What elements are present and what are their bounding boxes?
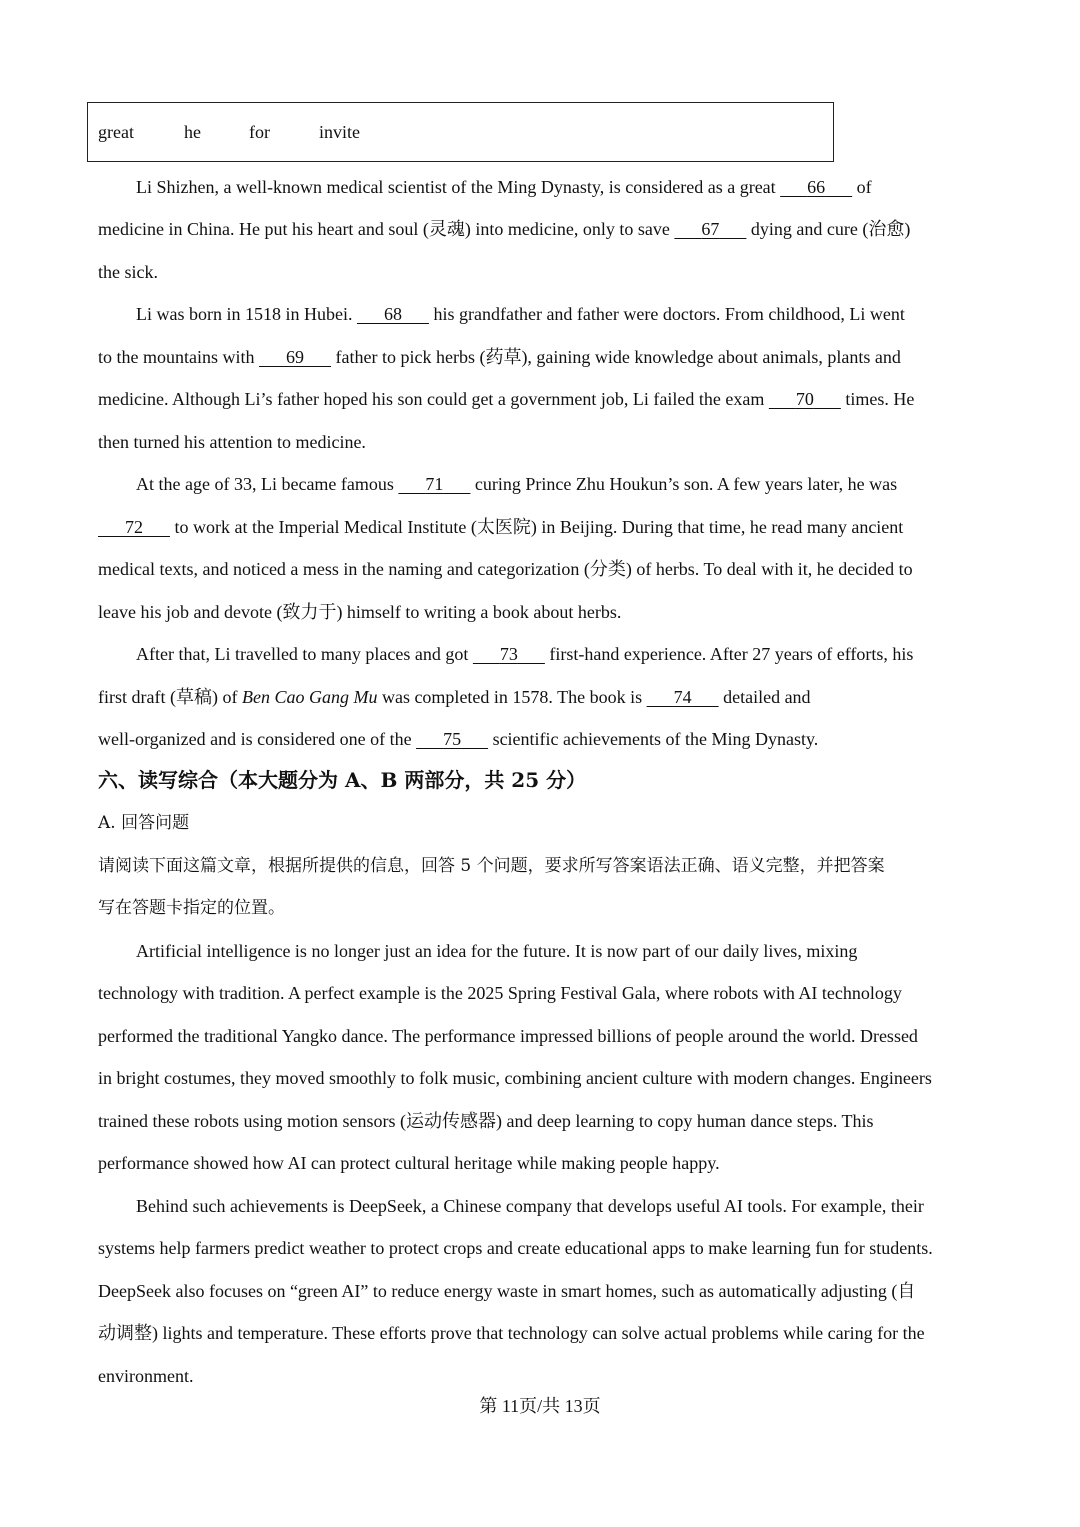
instruction-line: 写在答题卡指定的位置。 xyxy=(98,898,285,918)
cloze-line: to the mountains with 69 father to pick herbs (药草), gaining wide knowledge about animals, plants and xyxy=(98,347,901,367)
page-footer: 第 11页/共 13页 xyxy=(479,1396,601,1416)
passage-line: trained these robots using motion sensors (运动传感器) and deep learning to copy human dance steps. This xyxy=(98,1111,874,1131)
word-box-word: he xyxy=(184,122,201,142)
cloze-line: Li Shizhen, a well-known medical scientist of the Ming Dynasty, is considered as a great 66 of xyxy=(136,177,872,197)
blank-70[interactable]: 70 xyxy=(795,389,814,409)
cloze-line: the sick. xyxy=(98,262,158,282)
word-box-word: invite xyxy=(319,122,360,142)
blank-73[interactable]: 73 xyxy=(499,644,518,664)
instruction-line: 请阅读下面这篇文章，根据所提供的信息，回答 5 个问题，要求所写答案语法正确、语义完整，并把答案 xyxy=(98,856,885,876)
section-heading: 六、读写综合（本大题分为 A、B 两部分，共 25 分） xyxy=(98,768,587,792)
cloze-line: medical texts, and noticed a mess in the naming and categorization (分类) of herbs. To deal with it, he decided to xyxy=(98,559,913,579)
blank-75[interactable]: 75 xyxy=(443,729,462,749)
passage-line: technology with tradition. A perfect example is the 2025 Spring Festival Gala, where robots with AI technology xyxy=(98,983,902,1003)
cloze-line: medicine. Although Li’s father hoped his son could get a government job, Li failed the exam 70 times. He xyxy=(98,389,915,409)
cloze-line: well-organized and is considered one of the 75 scientific achievements of the Ming Dynasty. xyxy=(98,729,819,749)
word-box xyxy=(87,102,834,162)
passage-line: 动调整) lights and temperature. These efforts prove that technology can solve actual problems while caring for the xyxy=(98,1323,925,1343)
blank-69[interactable]: 69 xyxy=(286,347,304,367)
passage-line: Behind such achievements is DeepSeek, a Chinese company that develops useful AI tools. For example, their xyxy=(136,1196,924,1216)
part-a-title: A. 回答问题 xyxy=(98,813,190,833)
word-box-word: great xyxy=(98,122,134,142)
blank-68[interactable]: 68 xyxy=(383,304,402,324)
word-box-word: for xyxy=(249,122,270,142)
cloze-line: At the age of 33, Li became famous 71 curing Prince Zhu Houkun’s son. A few years later, he was xyxy=(136,474,898,494)
blank-66[interactable]: 66 xyxy=(807,177,826,197)
passage-line: performed the traditional Yangko dance. The performance impressed billions of people around the world. Dressed xyxy=(98,1026,918,1046)
passage-line: in bright costumes, they moved smoothly to folk music, combining ancient culture with modern changes. Engineers xyxy=(98,1068,932,1088)
blank-71[interactable]: 71 xyxy=(425,474,444,494)
cloze-line: leave his job and devote (致力于) himself to writing a book about herbs. xyxy=(98,602,622,622)
passage-line: environment. xyxy=(98,1366,194,1386)
passage-line: systems help farmers predict weather to protect crops and create educational apps to make learning fun for students. xyxy=(98,1238,933,1258)
blank-67[interactable]: 67 xyxy=(701,219,720,239)
passage-line: Artificial intelligence is no longer just an idea for the future. It is now part of our daily lives, mixing xyxy=(136,941,858,961)
book-title: Ben Cao Gang Mu xyxy=(241,687,378,707)
passage-line: DeepSeek also focuses on “green AI” to reduce energy waste in smart homes, such as automatically adjusting (自 xyxy=(98,1281,916,1301)
cloze-line: medicine in China. He put his heart and soul (灵魂) into medicine, only to save 67 dying and cure (治愈) xyxy=(98,219,911,239)
cloze-line: first draft (草稿) of Ben Cao Gang Mu was completed in 1578. The book is 74 detailed and xyxy=(98,687,811,707)
cloze-line: then turned his attention to medicine. xyxy=(98,432,366,452)
passage-line: performance showed how AI can protect cultural heritage while making people happy. xyxy=(98,1153,720,1173)
cloze-line: 72 to work at the Imperial Medical Institute (太医院) in Beijing. During that time, he read many ancient xyxy=(98,515,903,539)
blank-72[interactable]: 72 xyxy=(125,517,143,537)
cloze-line: Li was born in 1518 in Hubei. 68 his grandfather and father were doctors. From childhood, Li went xyxy=(136,304,905,324)
blank-74[interactable]: 74 xyxy=(673,687,692,707)
cloze-line: After that, Li travelled to many places and got 73 first-hand experience. After 27 years of efforts, his xyxy=(136,644,914,664)
